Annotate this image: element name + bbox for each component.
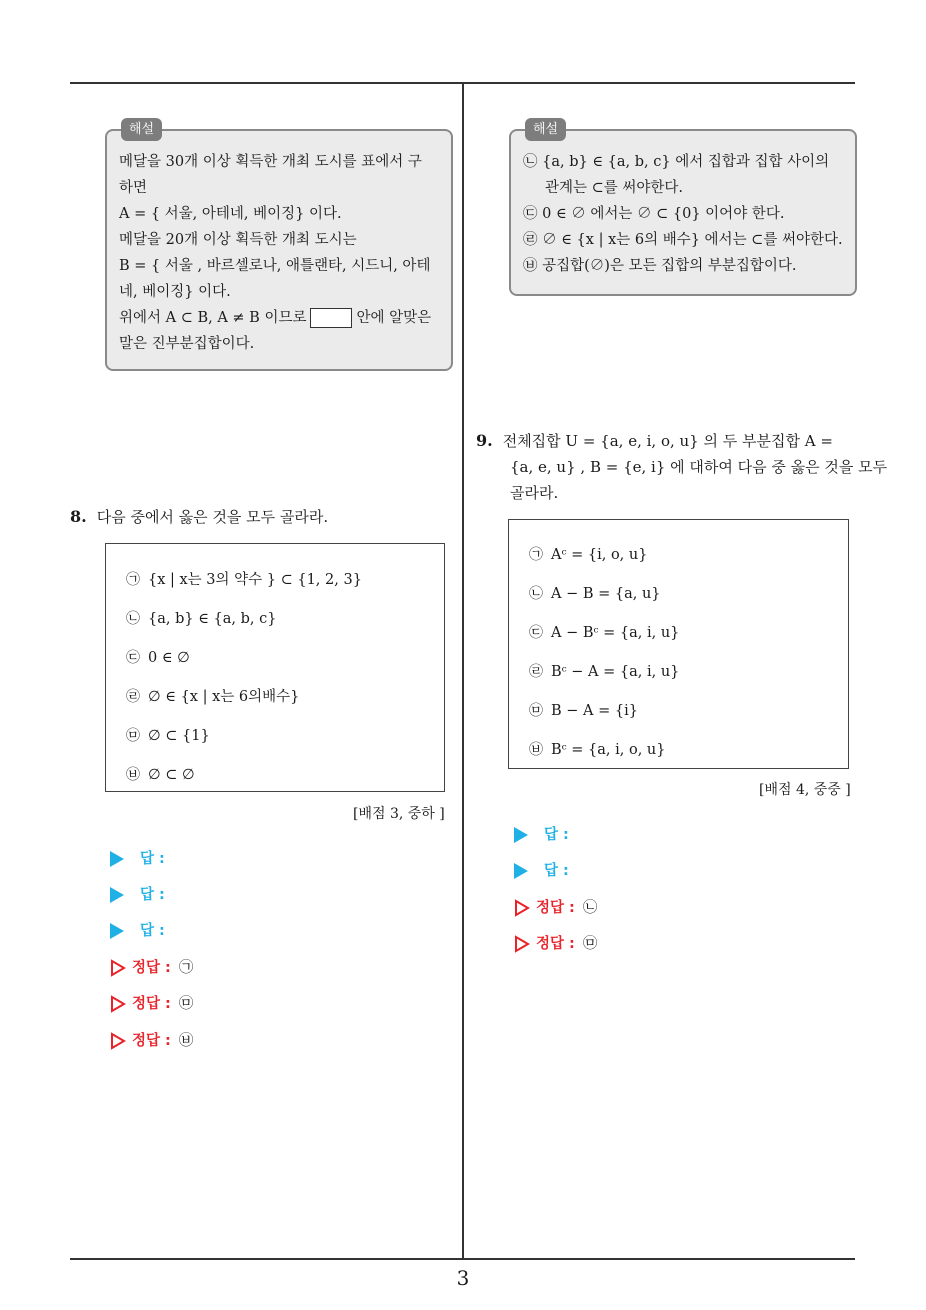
answer-label: 답 : bbox=[140, 851, 165, 867]
answer-input-row[interactable] bbox=[110, 918, 165, 944]
outline-triangle-icon bbox=[514, 935, 530, 953]
choice-text: {x | x는 3의 약수 } ⊂ {1, 2, 3} bbox=[148, 572, 362, 588]
correct-label: 정답 : bbox=[132, 996, 171, 1012]
question-8-choices bbox=[105, 543, 445, 792]
choice-mark: ㉥ bbox=[529, 742, 543, 758]
choice-mark: ㉤ bbox=[126, 728, 140, 744]
choice-text: ∅ ⊂ ∅ bbox=[148, 767, 195, 783]
answer-input-row[interactable] bbox=[514, 858, 569, 884]
page-number: 3 bbox=[456, 1266, 470, 1290]
choice-mark: ㉢ bbox=[126, 650, 140, 666]
question-8-header bbox=[70, 504, 328, 530]
correct-label: 정답 : bbox=[536, 936, 575, 952]
choice-item bbox=[106, 567, 444, 606]
play-triangle-icon bbox=[514, 863, 528, 879]
left-solution-box bbox=[105, 122, 453, 371]
correct-value: ㉥ bbox=[178, 1033, 194, 1049]
choice-item bbox=[106, 762, 444, 801]
outline-triangle-icon bbox=[110, 995, 126, 1013]
correct-answer-row bbox=[110, 991, 193, 1017]
answer-label: 답 : bbox=[544, 827, 569, 843]
question-9-difficulty: [배점 4, 중중 ] bbox=[759, 782, 851, 798]
choice-item bbox=[509, 659, 848, 698]
solution-line-with-blank bbox=[119, 305, 439, 331]
choice-mark: ㉣ bbox=[126, 689, 140, 705]
solution-line: A = { 서울, 아테네, 베이징} 이다. bbox=[119, 206, 342, 222]
solution-line: ㉥ 공집합(∅)은 모든 집합의 부분집합이다. bbox=[523, 258, 797, 274]
choice-item bbox=[106, 723, 444, 762]
choice-text: 0 ∈ ∅ bbox=[148, 650, 190, 666]
choice-item bbox=[509, 737, 848, 776]
correct-value: ㉤ bbox=[582, 936, 598, 952]
solution-line: 관계는 ⊂를 써야한다. bbox=[545, 180, 684, 196]
blank-line-after: 안에 알맞은 bbox=[356, 310, 432, 326]
solution-tag: 해설 bbox=[525, 118, 566, 141]
question-number: 9. bbox=[476, 431, 493, 450]
answer-label: 답 : bbox=[544, 863, 569, 879]
question-8-difficulty: [배점 3, 중하 ] bbox=[353, 806, 445, 822]
solution-line: 네, 베이징} 이다. bbox=[119, 284, 231, 300]
solution-tag: 해설 bbox=[121, 118, 162, 141]
choice-mark: ㉠ bbox=[529, 547, 543, 563]
play-triangle-icon bbox=[110, 887, 124, 903]
solution-line: B = { 서울 , 바르셀로나, 애틀랜타, 시드니, 아테 bbox=[119, 258, 431, 274]
choice-item bbox=[509, 542, 848, 581]
solution-line: 메달을 20개 이상 획득한 개최 도시는 bbox=[119, 232, 357, 248]
answer-label: 답 : bbox=[140, 923, 165, 939]
choice-item bbox=[106, 606, 444, 645]
choice-item bbox=[509, 698, 848, 737]
choice-item bbox=[509, 620, 848, 659]
answer-label: 답 : bbox=[140, 887, 165, 903]
correct-answer-row bbox=[110, 1028, 193, 1054]
answer-input-row[interactable] bbox=[110, 882, 165, 908]
choice-text: Aᶜ = {i, o, u} bbox=[551, 547, 648, 563]
choice-mark: ㉢ bbox=[529, 625, 543, 641]
bottom-rule bbox=[70, 1258, 855, 1260]
blank-line-before: 위에서 A ⊂ B, A ≠ B 이므로 bbox=[119, 310, 307, 326]
play-triangle-icon bbox=[110, 923, 124, 939]
solution-line: 메달을 30개 이상 획득한 개최 도시를 표에서 구 bbox=[119, 154, 422, 170]
correct-label: 정답 : bbox=[132, 1033, 171, 1049]
correct-answer-row bbox=[514, 895, 597, 921]
choice-item bbox=[509, 581, 848, 620]
solution-line: 말은 진부분집합이다. bbox=[119, 336, 255, 352]
right-solution-box bbox=[509, 122, 857, 296]
choice-text: ∅ ∈ {x | x는 6의배수} bbox=[148, 689, 300, 705]
column-divider bbox=[462, 82, 464, 1258]
choice-item bbox=[106, 645, 444, 684]
solution-line: ㉢ 0 ∈ ∅ 에서는 ∅ ⊂ {0} 이어야 한다. bbox=[523, 206, 785, 222]
choice-text: ∅ ⊂ {1} bbox=[148, 728, 210, 744]
choice-text: Bᶜ = {a, i, o, u} bbox=[551, 742, 666, 758]
answer-input-row[interactable] bbox=[514, 822, 569, 848]
solution-line: ㉣ ∅ ∈ {x | x는 6의 배수} 에서는 ⊂를 써야한다. bbox=[523, 232, 843, 248]
correct-answer-row bbox=[110, 955, 193, 981]
question-line bbox=[476, 428, 860, 454]
correct-label: 정답 : bbox=[132, 960, 171, 976]
correct-value: ㉠ bbox=[178, 960, 194, 976]
question-text: 다음 중에서 옳은 것을 모두 골라라. bbox=[96, 508, 329, 526]
blank-box bbox=[310, 308, 352, 328]
outline-triangle-icon bbox=[110, 1032, 126, 1050]
correct-value: ㉤ bbox=[178, 996, 194, 1012]
question-text: 전체집합 U = {a, e, i, o, u} 의 두 부분집합 A = bbox=[502, 432, 833, 450]
choice-mark: ㉠ bbox=[126, 572, 140, 588]
play-triangle-icon bbox=[110, 851, 124, 867]
solution-line: 하면 bbox=[119, 180, 148, 196]
choice-mark: ㉡ bbox=[529, 586, 543, 602]
choice-text: Bᶜ − A = {a, i, u} bbox=[551, 664, 680, 680]
choice-text: A − B = {a, u} bbox=[551, 586, 661, 602]
choice-mark: ㉡ bbox=[126, 611, 140, 627]
choice-mark: ㉤ bbox=[529, 703, 543, 719]
choice-item bbox=[106, 684, 444, 723]
question-line: {a, e, u} , B = {e, i} 에 대하여 다음 중 옳은 것을 모두 bbox=[510, 458, 888, 476]
play-triangle-icon bbox=[514, 827, 528, 843]
question-9-choices bbox=[508, 519, 849, 769]
choice-text: A − Bᶜ = {a, i, u} bbox=[551, 625, 680, 641]
choice-mark: ㉥ bbox=[126, 767, 140, 783]
outline-triangle-icon bbox=[110, 959, 126, 977]
choice-mark: ㉣ bbox=[529, 664, 543, 680]
question-number: 8. bbox=[70, 507, 87, 526]
choice-text: B − A = {i} bbox=[551, 703, 638, 719]
answer-input-row[interactable] bbox=[110, 846, 165, 872]
correct-label: 정답 : bbox=[536, 900, 575, 916]
question-line: 골라라. bbox=[510, 484, 559, 502]
choice-text: {a, b} ∈ {a, b, c} bbox=[148, 611, 277, 627]
solution-line: ㉡ {a, b} ∈ {a, b, c} 에서 집합과 집합 사이의 bbox=[523, 154, 830, 170]
outline-triangle-icon bbox=[514, 899, 530, 917]
correct-value: ㉡ bbox=[582, 900, 598, 916]
correct-answer-row bbox=[514, 931, 597, 957]
question-9-header bbox=[476, 428, 888, 506]
